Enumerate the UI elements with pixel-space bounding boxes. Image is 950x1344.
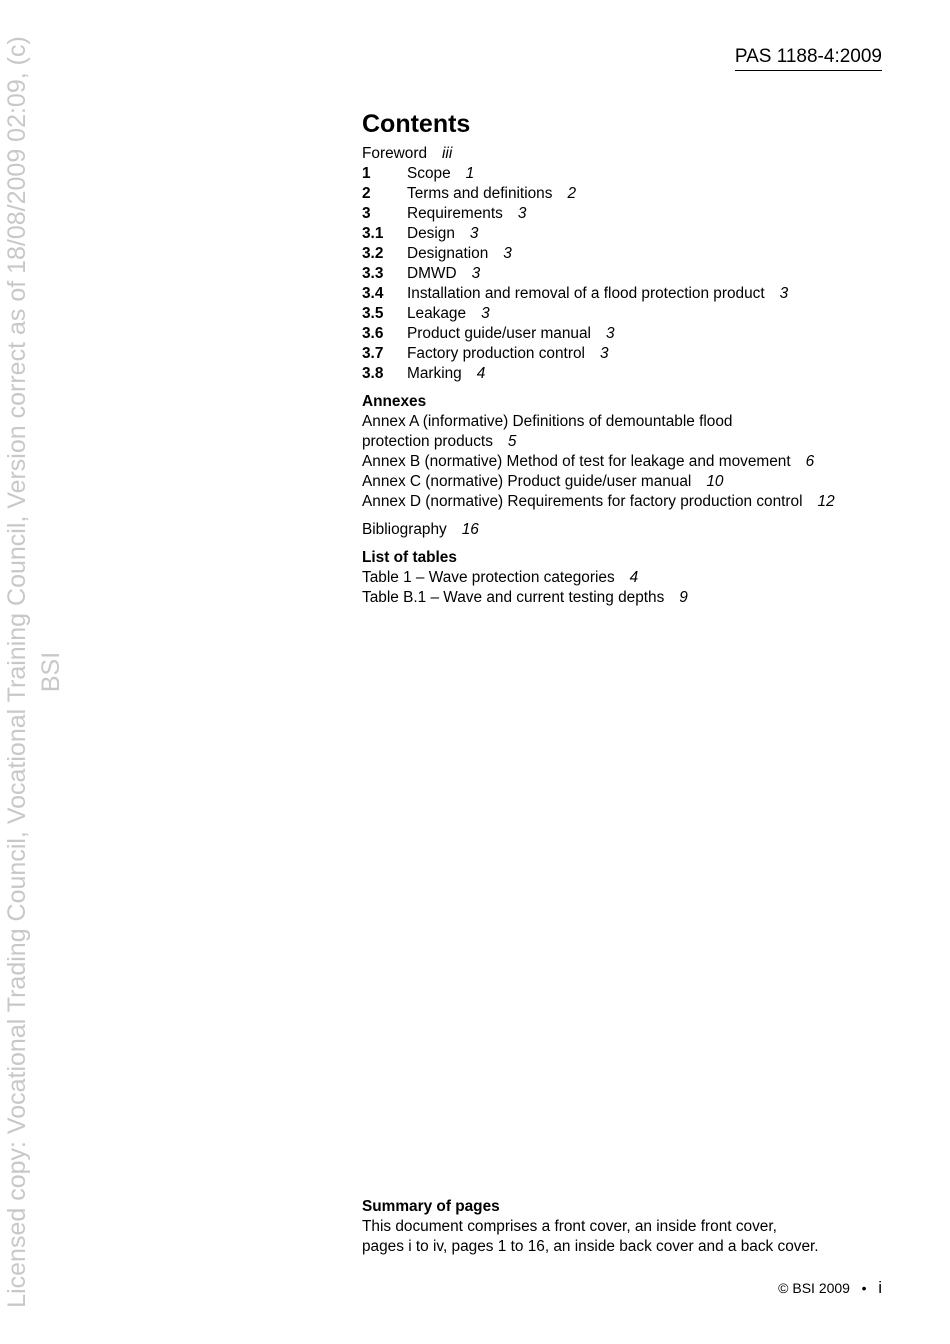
- toc-entry-annex-a[interactable]: [362, 412, 892, 452]
- toc-label: Table B.1 – Wave and current testing depths: [362, 589, 665, 606]
- toc-page: 2: [567, 185, 576, 202]
- table-of-contents: [362, 108, 892, 608]
- toc-page: 3: [779, 285, 789, 302]
- toc-page: 3: [517, 205, 527, 222]
- toc-entry[interactable]: [362, 364, 892, 384]
- toc-page: 10: [706, 473, 724, 490]
- toc-number: 3.3: [362, 265, 384, 282]
- toc-label: Installation and removal of a flood protection product: [407, 285, 765, 302]
- toc-label: Design: [407, 225, 455, 242]
- toc-number: 3.5: [362, 305, 384, 322]
- toc-label: Annex D (normative) Requirements for factory production control: [362, 493, 803, 510]
- toc-entry-table[interactable]: [362, 588, 892, 608]
- toc-entry[interactable]: [362, 304, 892, 324]
- toc-number: 3.7: [362, 345, 384, 362]
- toc-entry[interactable]: [362, 344, 892, 364]
- toc-number: 3.8: [362, 365, 384, 382]
- toc-label: Scope: [407, 165, 451, 182]
- toc-label: Product guide/user manual: [407, 325, 591, 342]
- toc-label: Annex C (normative) Product guide/user manual: [362, 473, 692, 490]
- toc-page: 3: [471, 265, 481, 282]
- toc-page: 1: [465, 165, 475, 182]
- toc-entry-annex-c[interactable]: [362, 472, 892, 492]
- toc-number: 3.2: [362, 245, 384, 262]
- summary-text-line: This document comprises a front cover, an inside front cover,: [362, 1218, 777, 1235]
- toc-entry[interactable]: [362, 204, 892, 224]
- toc-number: 3.4: [362, 285, 384, 302]
- toc-page: 3: [599, 345, 609, 362]
- toc-entry[interactable]: [362, 244, 892, 264]
- toc-number: 3.6: [362, 325, 384, 342]
- toc-number: 3.1: [362, 225, 384, 242]
- toc-entry[interactable]: [362, 184, 892, 204]
- toc-label: Table 1 – Wave protection categories: [362, 569, 615, 586]
- toc-page: 16: [461, 521, 479, 538]
- toc-label: Bibliography: [362, 521, 447, 538]
- contents-title: Contents: [362, 110, 471, 138]
- toc-page: iii: [442, 145, 453, 162]
- toc-entry[interactable]: [362, 284, 892, 304]
- toc-entry[interactable]: [362, 164, 892, 184]
- toc-label: DMWD: [407, 265, 457, 282]
- toc-label: Leakage: [407, 305, 467, 322]
- toc-label: Annex A (informative) Definitions of demountable flood: [362, 413, 733, 430]
- toc-label: Requirements: [407, 205, 503, 222]
- toc-page: 5: [507, 433, 517, 450]
- toc-entry-foreword[interactable]: [362, 144, 892, 164]
- toc-label: Marking: [407, 365, 462, 382]
- toc-label: Annex B (normative) Method of test for leakage and movement: [362, 453, 791, 470]
- toc-entry-annex-b[interactable]: [362, 452, 892, 472]
- watermark: [0, 0, 80, 1344]
- toc-page: 3: [503, 245, 512, 262]
- document-reference: PAS 1188-4:2009: [735, 46, 882, 71]
- toc-number: 3: [362, 205, 371, 222]
- toc-number: 2: [362, 185, 371, 202]
- toc-label: Designation: [407, 245, 489, 262]
- toc-entry-annex-d[interactable]: [362, 492, 892, 512]
- copyright: © BSI 2009: [778, 1280, 850, 1296]
- toc-label: protection products: [362, 433, 493, 450]
- summary-of-pages: [362, 1197, 892, 1257]
- watermark-line-1: Licensed copy: Vocational Trading Council, Vocational Training Council, Version correct as of 18/08/2009 02:09, (c): [3, 36, 31, 1308]
- page-footer: [778, 1278, 882, 1298]
- toc-page: 3: [605, 325, 615, 342]
- toc-clauses: [362, 164, 892, 384]
- toc-label: Factory production control: [407, 345, 585, 362]
- list-of-tables-heading: List of tables: [362, 549, 457, 566]
- toc-number: 1: [362, 165, 371, 182]
- toc-page: 4: [629, 569, 639, 586]
- toc-page: 9: [679, 589, 688, 606]
- toc-label: Foreword: [362, 145, 428, 162]
- summary-heading: Summary of pages: [362, 1198, 500, 1215]
- toc-entry-table[interactable]: [362, 568, 892, 588]
- toc-label: Terms and definitions: [407, 185, 553, 202]
- toc-page: 4: [476, 365, 486, 382]
- annexes-heading: Annexes: [362, 393, 427, 410]
- summary-text-line: pages i to iv, pages 1 to 16, an inside back cover and a back cover.: [362, 1238, 819, 1255]
- toc-page: 6: [805, 453, 815, 470]
- watermark-line-2: BSI: [37, 651, 65, 693]
- toc-entry[interactable]: [362, 324, 892, 344]
- toc-entry[interactable]: [362, 264, 892, 284]
- toc-page: 3: [481, 305, 490, 322]
- toc-page: 12: [817, 493, 835, 510]
- toc-entry-bibliography[interactable]: [362, 520, 892, 540]
- bullet-separator: •: [861, 1280, 867, 1296]
- page-number: i: [878, 1278, 882, 1297]
- toc-page: 3: [469, 225, 479, 242]
- toc-entry[interactable]: [362, 224, 892, 244]
